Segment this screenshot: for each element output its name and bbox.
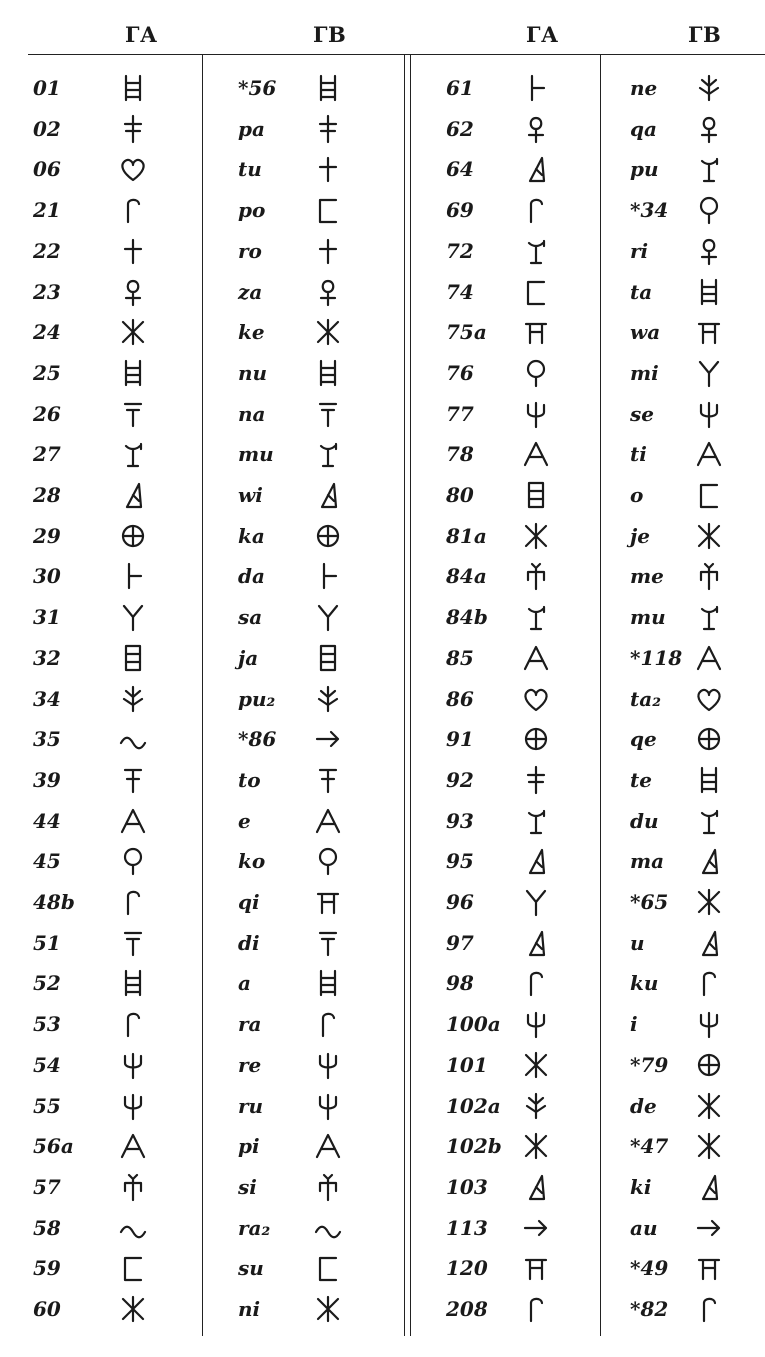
ladder-glyph (117, 967, 149, 999)
sign-number: 85 (446, 646, 474, 670)
loop-glyph (520, 357, 552, 389)
sign-number: 208 (446, 1297, 488, 1321)
sign-number: 69 (446, 198, 474, 222)
phonetic-value: ri (630, 239, 649, 263)
heart-glyph (117, 153, 149, 185)
table-row (0, 312, 765, 352)
sail-glyph (520, 1171, 552, 1203)
trident-glyph (693, 1008, 725, 1040)
table-row (0, 1289, 765, 1329)
sign-number: 76 (446, 361, 474, 385)
figure-glyph (520, 235, 552, 267)
sign-number: 101 (446, 1053, 488, 1077)
table-glyph (312, 886, 344, 918)
phonetic-value: su (238, 1256, 264, 1280)
table-row (0, 475, 765, 515)
sign-number: 26 (33, 402, 61, 426)
ankh-glyph (693, 235, 725, 267)
hook-glyph (117, 1008, 149, 1040)
sail-glyph (693, 1171, 725, 1203)
sail-glyph (693, 845, 725, 877)
sign-number: 64 (446, 157, 474, 181)
wave-glyph (117, 723, 149, 755)
table-row (0, 679, 765, 719)
plus-glyph (312, 235, 344, 267)
phonetic-value: to (238, 768, 261, 792)
tent-glyph (520, 438, 552, 470)
star-glyph (520, 1049, 552, 1081)
phonetic-value: ta₂ (630, 687, 661, 711)
phonetic-value: ti (630, 442, 647, 466)
ladder-glyph (117, 357, 149, 389)
box-glyph (117, 642, 149, 674)
sign-number: 45 (33, 849, 61, 873)
hook-glyph (520, 194, 552, 226)
table-row (0, 638, 765, 678)
figure-glyph (520, 805, 552, 837)
phonetic-value: *118 (630, 646, 683, 670)
phonetic-value: ra₂ (238, 1216, 271, 1240)
phonetic-value: ra (238, 1012, 262, 1036)
gate-glyph (693, 479, 725, 511)
phonetic-value: a (238, 971, 251, 995)
sail-glyph (520, 153, 552, 185)
tent-glyph (693, 642, 725, 674)
phonetic-value: *82 (630, 1297, 669, 1321)
phonetic-value: *65 (630, 890, 669, 914)
sail-glyph (520, 927, 552, 959)
circle-cross-glyph (693, 1049, 725, 1081)
star-glyph (520, 520, 552, 552)
table-row (0, 556, 765, 596)
phonetic-value: *34 (630, 198, 669, 222)
table-row (0, 231, 765, 271)
sign-number: 61 (446, 76, 474, 100)
trident-glyph (117, 1090, 149, 1122)
phonetic-value: wi (238, 483, 263, 507)
bars-glyph (117, 398, 149, 430)
phonetic-value: *86 (238, 727, 277, 751)
sign-number: 54 (33, 1053, 61, 1077)
header-rule (28, 54, 765, 55)
table-row (0, 68, 765, 108)
table-row (0, 109, 765, 149)
circle-stem-glyph (312, 153, 344, 185)
figure-glyph (117, 438, 149, 470)
table-row (0, 1126, 765, 1166)
sign-number: 113 (446, 1216, 488, 1240)
phonetic-value: i (630, 1012, 638, 1036)
bars-glyph (312, 927, 344, 959)
sign-number: 86 (446, 687, 474, 711)
fork-glyph (520, 886, 552, 918)
sail-glyph (520, 845, 552, 877)
wave-glyph (312, 1212, 344, 1244)
sign-number: 100a (446, 1012, 501, 1036)
sign-number: 34 (33, 687, 61, 711)
table-glyph (693, 1252, 725, 1284)
plant-glyph (117, 1171, 149, 1203)
sign-number: 60 (33, 1297, 61, 1321)
wave-glyph (117, 1212, 149, 1244)
phonetic-value: ta (630, 280, 653, 304)
f-glyph (312, 764, 344, 796)
tree-glyph (312, 683, 344, 715)
phonetic-value: wa (630, 320, 661, 344)
cross-bar-glyph (117, 113, 149, 145)
sign-number: 102b (446, 1134, 502, 1158)
table-row (0, 394, 765, 434)
trident-glyph (312, 1049, 344, 1081)
sign-number: 06 (33, 157, 61, 181)
table-row (0, 434, 765, 474)
sign-number: 52 (33, 971, 61, 995)
phonetic-value: te (630, 768, 652, 792)
sail-glyph (312, 479, 344, 511)
plant-glyph (520, 560, 552, 592)
star-glyph (117, 316, 149, 348)
phonetic-value: ne (630, 76, 658, 100)
ladder-glyph (693, 276, 725, 308)
sign-number: 102a (446, 1094, 501, 1118)
hook-glyph (693, 1293, 725, 1325)
star-glyph (117, 1293, 149, 1325)
tent-glyph (520, 642, 552, 674)
phonetic-value: ku (630, 971, 659, 995)
phonetic-value: re (238, 1053, 262, 1077)
sign-number: 23 (33, 280, 61, 304)
circle-cross-glyph (117, 520, 149, 552)
loop-glyph (117, 845, 149, 877)
sign-number: 95 (446, 849, 474, 873)
phonetic-value: u (630, 931, 645, 955)
sign-number: 91 (446, 727, 474, 751)
sign-number: 98 (446, 971, 474, 995)
star-glyph (520, 1130, 552, 1162)
phonetic-value: se (630, 402, 654, 426)
loop-glyph (312, 845, 344, 877)
sign-number: 93 (446, 809, 474, 833)
ladder-glyph (312, 967, 344, 999)
table-row (0, 1086, 765, 1126)
sign-number: 80 (446, 483, 474, 507)
phonetic-value: qe (630, 727, 657, 751)
plant-glyph (693, 560, 725, 592)
sign-number: 35 (33, 727, 61, 751)
bars-glyph (312, 398, 344, 430)
ladder-glyph (693, 764, 725, 796)
sign-number: 72 (446, 239, 474, 263)
plus-glyph (117, 235, 149, 267)
sign-number: 29 (33, 524, 61, 548)
header-ga-right: ГА (526, 22, 559, 47)
sail-glyph (693, 927, 725, 959)
tent-glyph (312, 805, 344, 837)
sign-number: 32 (33, 646, 61, 670)
phonetic-value: me (630, 564, 664, 588)
star-glyph (312, 1293, 344, 1325)
phonetic-value: de (630, 1094, 657, 1118)
sign-number: 31 (33, 605, 61, 629)
table-row (0, 963, 765, 1003)
hook-glyph (117, 886, 149, 918)
sign-number: 53 (33, 1012, 61, 1036)
table-row (0, 719, 765, 759)
phonetic-value: qi (238, 890, 260, 914)
phonetic-value: au (630, 1216, 658, 1240)
sign-number: 96 (446, 890, 474, 914)
star-glyph (693, 1090, 725, 1122)
sign-number: 84b (446, 605, 488, 629)
hook-glyph (117, 194, 149, 226)
star-glyph (693, 886, 725, 918)
phonetic-value: ke (238, 320, 265, 344)
table-glyph (520, 1252, 552, 1284)
phonetic-value: ni (238, 1297, 261, 1321)
box-glyph (520, 479, 552, 511)
hook-glyph (520, 967, 552, 999)
table-row (0, 1248, 765, 1288)
phonetic-value: mi (630, 361, 659, 385)
sign-number: 44 (33, 809, 61, 833)
sign-number: 75a (446, 320, 487, 344)
phonetic-value: pa (238, 117, 265, 141)
phonetic-value: tu (238, 157, 262, 181)
heart-glyph (693, 683, 725, 715)
sign-number: 01 (33, 76, 61, 100)
hook-glyph (520, 1293, 552, 1325)
sign-number: 28 (33, 483, 61, 507)
figure-glyph (693, 601, 725, 633)
trident-glyph (117, 1049, 149, 1081)
tent-glyph (117, 805, 149, 837)
phonetic-value: qa (630, 117, 657, 141)
arrow-glyph (312, 723, 344, 755)
sign-number: 51 (33, 931, 61, 955)
table-row (0, 190, 765, 230)
table-glyph (520, 316, 552, 348)
gate-glyph (520, 276, 552, 308)
ladder-glyph (312, 72, 344, 104)
sign-number: 55 (33, 1094, 61, 1118)
sign-number: 39 (33, 768, 61, 792)
phonetic-value: mu (238, 442, 274, 466)
ladder-glyph (117, 72, 149, 104)
heart-glyph (520, 683, 552, 715)
phonetic-value: o (630, 483, 644, 507)
sign-number: 58 (33, 1216, 61, 1240)
t-glyph (117, 560, 149, 592)
phonetic-value: po (238, 198, 266, 222)
table-row (0, 353, 765, 393)
fork-glyph (312, 601, 344, 633)
sign-number: 57 (33, 1175, 61, 1199)
arrow-glyph (693, 1212, 725, 1244)
circle-cross-glyph (693, 723, 725, 755)
trident-glyph (520, 398, 552, 430)
phonetic-value: e (238, 809, 251, 833)
circle-cross-glyph (520, 723, 552, 755)
phonetic-value: ki (630, 1175, 652, 1199)
arrow-glyph (520, 1212, 552, 1244)
sign-number: 25 (33, 361, 61, 385)
table-row (0, 1167, 765, 1207)
table-glyph (693, 316, 725, 348)
star-glyph (312, 316, 344, 348)
phonetic-value: pi (238, 1134, 260, 1158)
sign-number: 56a (33, 1134, 74, 1158)
gate-glyph (117, 1252, 149, 1284)
phonetic-value: mu (630, 605, 666, 629)
sign-number: 21 (33, 198, 61, 222)
ankh-glyph (312, 276, 344, 308)
sign-number: 120 (446, 1256, 488, 1280)
sign-number: 103 (446, 1175, 488, 1199)
f-glyph (117, 764, 149, 796)
t-glyph (520, 72, 552, 104)
sail-glyph (117, 479, 149, 511)
sign-number: 27 (33, 442, 61, 466)
sign-number: 22 (33, 239, 61, 263)
table-row (0, 272, 765, 312)
phonetic-value: *47 (630, 1134, 669, 1158)
cross-bar-glyph (520, 764, 552, 796)
trident-glyph (520, 1008, 552, 1040)
ankh-glyph (117, 276, 149, 308)
circle-cross-glyph (312, 520, 344, 552)
phonetic-value: ma (630, 849, 665, 873)
tree-glyph (520, 1090, 552, 1122)
sign-number: 62 (446, 117, 474, 141)
table-row (0, 1004, 765, 1044)
figure-glyph (520, 601, 552, 633)
sign-number: 24 (33, 320, 61, 344)
phonetic-value: ro (238, 239, 262, 263)
trident-glyph (693, 398, 725, 430)
phonetic-value: pu (630, 157, 659, 181)
trident-glyph (312, 1090, 344, 1122)
fork-glyph (693, 357, 725, 389)
table-row (0, 923, 765, 963)
gate-glyph (312, 194, 344, 226)
ankh-glyph (520, 113, 552, 145)
hook-glyph (693, 967, 725, 999)
sign-number: 92 (446, 768, 474, 792)
phonetic-value: ko (238, 849, 266, 873)
table-row (0, 1045, 765, 1085)
hook-glyph (312, 1008, 344, 1040)
sign-number: 48b (33, 890, 75, 914)
table-row (0, 841, 765, 881)
phonetic-value: du (630, 809, 659, 833)
tent-glyph (312, 1130, 344, 1162)
sign-number: 30 (33, 564, 61, 588)
star-glyph (693, 1130, 725, 1162)
table-row (0, 516, 765, 556)
table-row (0, 597, 765, 637)
sign-number: 97 (446, 931, 474, 955)
header-gb-right: ГВ (688, 22, 722, 47)
t-glyph (312, 560, 344, 592)
sign-number: 74 (446, 280, 474, 304)
figure-glyph (693, 805, 725, 837)
phonetic-value: si (238, 1175, 257, 1199)
table-row (0, 801, 765, 841)
phonetic-value: sa (238, 605, 263, 629)
phonetic-value: *56 (238, 76, 277, 100)
sign-number: 59 (33, 1256, 61, 1280)
ankh-glyph (693, 113, 725, 145)
sign-number: 84a (446, 564, 487, 588)
sign-number: 81a (446, 524, 487, 548)
gate-glyph (312, 1252, 344, 1284)
phonetic-value: ka (238, 524, 265, 548)
phonetic-value: je (630, 524, 650, 548)
phonetic-value: nu (238, 361, 268, 385)
bars-glyph (117, 927, 149, 959)
header-gb-left: ГВ (313, 22, 347, 47)
phonetic-value: da (238, 564, 265, 588)
phonetic-value: za (238, 280, 263, 304)
phonetic-value: di (238, 931, 260, 955)
figure-glyph (693, 153, 725, 185)
phonetic-value: *79 (630, 1053, 669, 1077)
star-glyph (693, 520, 725, 552)
cross-bar-glyph (312, 113, 344, 145)
loop-glyph (693, 194, 725, 226)
phonetic-value: pu₂ (238, 687, 276, 711)
sign-number: 77 (446, 402, 474, 426)
plant-glyph (312, 1171, 344, 1203)
figure-glyph (312, 438, 344, 470)
tree-glyph (117, 683, 149, 715)
fork-glyph (117, 601, 149, 633)
phonetic-value: ru (238, 1094, 264, 1118)
box-glyph (312, 642, 344, 674)
sign-number: 78 (446, 442, 474, 466)
header-ga-left: ГА (125, 22, 158, 47)
tree-glyph (693, 72, 725, 104)
table-row (0, 760, 765, 800)
phonetic-value: *49 (630, 1256, 669, 1280)
table-row (0, 1208, 765, 1248)
phonetic-value: ja (238, 646, 259, 670)
tent-glyph (693, 438, 725, 470)
ladder-glyph (312, 357, 344, 389)
table-row (0, 149, 765, 189)
phonetic-value: na (238, 402, 266, 426)
table-row (0, 882, 765, 922)
tent-glyph (117, 1130, 149, 1162)
sign-number: 02 (33, 117, 61, 141)
